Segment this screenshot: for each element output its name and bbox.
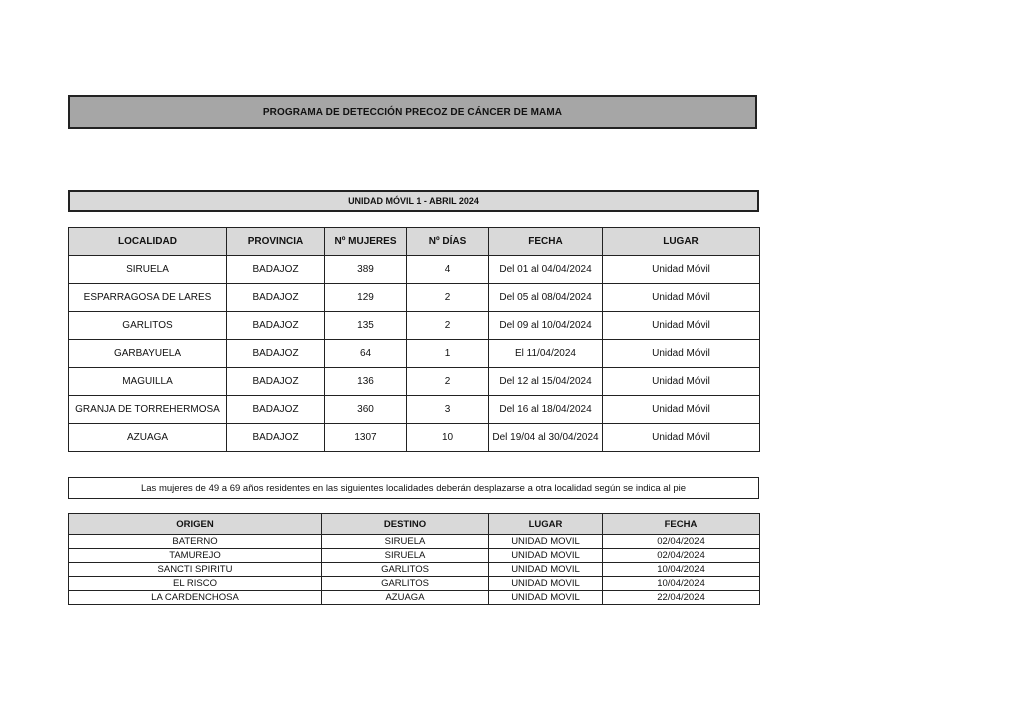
cell-dias: 4 (407, 256, 489, 284)
cell-lugar: Unidad Móvil (603, 284, 760, 312)
table-row (69, 368, 760, 396)
cell-dias: 1 (407, 340, 489, 368)
cell-mujeres: 129 (325, 284, 407, 312)
cell-mujeres: 64 (325, 340, 407, 368)
cell-fecha: 10/04/2024 (603, 563, 760, 577)
cell-dias: 2 (407, 284, 489, 312)
cell-lugar: Unidad Móvil (603, 340, 760, 368)
table-row (69, 340, 760, 368)
cell-fecha: 02/04/2024 (603, 549, 760, 563)
cell-lugar: Unidad Móvil (603, 424, 760, 452)
column-header: Nº DÍAS (407, 228, 489, 256)
cell-mujeres: 136 (325, 368, 407, 396)
table-row (69, 396, 760, 424)
cell-dias: 10 (407, 424, 489, 452)
schedule-table (68, 227, 760, 452)
cell-dias: 2 (407, 368, 489, 396)
cell-localidad: GARBAYUELA (69, 340, 227, 368)
cell-fecha: 02/04/2024 (603, 535, 760, 549)
cell-mujeres: 360 (325, 396, 407, 424)
cell-lugar: Unidad Móvil (603, 256, 760, 284)
cell-fecha: Del 01 al 04/04/2024 (489, 256, 603, 284)
table-row (69, 535, 760, 549)
cell-fecha: 10/04/2024 (603, 577, 760, 591)
table-row (69, 424, 760, 452)
cell-provincia: BADAJOZ (227, 396, 325, 424)
cell-lugar: UNIDAD MOVIL (489, 577, 603, 591)
cell-origen: LA CARDENCHOSA (69, 591, 322, 605)
cell-dias: 3 (407, 396, 489, 424)
cell-fecha: Del 19/04 al 30/04/2024 (489, 424, 603, 452)
column-header: FECHA (489, 228, 603, 256)
cell-destino: GARLITOS (322, 563, 489, 577)
cell-fecha: Del 09 al 10/04/2024 (489, 312, 603, 340)
column-header: ORIGEN (69, 514, 322, 535)
cell-provincia: BADAJOZ (227, 368, 325, 396)
relocation-note: Las mujeres de 49 a 69 años residentes en las siguientes localidades deberán desplazarse a otra localidad según se indica al pie (68, 477, 759, 499)
cell-localidad: ESPARRAGOSA DE LARES (69, 284, 227, 312)
column-header: DESTINO (322, 514, 489, 535)
unit-title: UNIDAD MÓVIL 1 - ABRIL 2024 (68, 190, 759, 212)
cell-localidad: AZUAGA (69, 424, 227, 452)
schedule-header-row (69, 228, 760, 256)
column-header: LUGAR (489, 514, 603, 535)
cell-lugar: Unidad Móvil (603, 312, 760, 340)
cell-provincia: BADAJOZ (227, 256, 325, 284)
cell-lugar: Unidad Móvil (603, 368, 760, 396)
cell-origen: SANCTI SPIRITU (69, 563, 322, 577)
table-row (69, 312, 760, 340)
cell-localidad: GRANJA DE TORREHERMOSA (69, 396, 227, 424)
cell-fecha: El 11/04/2024 (489, 340, 603, 368)
cell-destino: AZUAGA (322, 591, 489, 605)
column-header: PROVINCIA (227, 228, 325, 256)
cell-origen: BATERNO (69, 535, 322, 549)
table-row (69, 577, 760, 591)
table-row (69, 284, 760, 312)
table-row (69, 563, 760, 577)
cell-localidad: MAGUILLA (69, 368, 227, 396)
cell-dias: 2 (407, 312, 489, 340)
cell-mujeres: 389 (325, 256, 407, 284)
cell-fecha: Del 16 al 18/04/2024 (489, 396, 603, 424)
cell-localidad: GARLITOS (69, 312, 227, 340)
cell-provincia: BADAJOZ (227, 340, 325, 368)
cell-lugar: UNIDAD MOVIL (489, 535, 603, 549)
cell-fecha: Del 05 al 08/04/2024 (489, 284, 603, 312)
cell-mujeres: 135 (325, 312, 407, 340)
relocation-header-row (69, 514, 760, 535)
cell-provincia: BADAJOZ (227, 424, 325, 452)
cell-destino: GARLITOS (322, 577, 489, 591)
cell-mujeres: 1307 (325, 424, 407, 452)
table-row (69, 591, 760, 605)
table-row (69, 549, 760, 563)
cell-localidad: SIRUELA (69, 256, 227, 284)
cell-provincia: BADAJOZ (227, 312, 325, 340)
cell-destino: SIRUELA (322, 549, 489, 563)
cell-destino: SIRUELA (322, 535, 489, 549)
cell-fecha: Del 12 al 15/04/2024 (489, 368, 603, 396)
page-title: PROGRAMA DE DETECCIÓN PRECOZ DE CÁNCER DE MAMA (68, 95, 757, 129)
cell-lugar: UNIDAD MOVIL (489, 549, 603, 563)
column-header: Nº MUJERES (325, 228, 407, 256)
cell-lugar: UNIDAD MOVIL (489, 591, 603, 605)
cell-fecha: 22/04/2024 (603, 591, 760, 605)
column-header: LUGAR (603, 228, 760, 256)
cell-lugar: UNIDAD MOVIL (489, 563, 603, 577)
cell-lugar: Unidad Móvil (603, 396, 760, 424)
column-header: LOCALIDAD (69, 228, 227, 256)
table-row (69, 256, 760, 284)
cell-provincia: BADAJOZ (227, 284, 325, 312)
cell-origen: EL RISCO (69, 577, 322, 591)
relocation-table (68, 513, 760, 605)
column-header: FECHA (603, 514, 760, 535)
cell-origen: TAMUREJO (69, 549, 322, 563)
